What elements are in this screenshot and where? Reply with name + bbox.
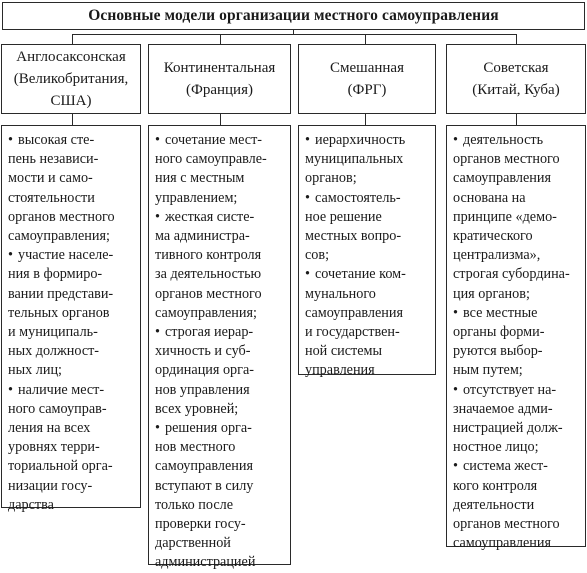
list-item <box>453 304 579 381</box>
bullet-icon: • <box>8 247 13 264</box>
list-item-line: сов; <box>305 247 330 264</box>
list-item-line: уровнях терри- <box>8 439 100 456</box>
list-item-line: администрацией <box>155 554 256 571</box>
list-item-line: ординация орга- <box>155 362 254 379</box>
list-item-line: деятельности <box>453 496 535 513</box>
list-item-line: органов местного <box>155 285 262 302</box>
list-item-line: ностное лицо; <box>453 439 539 456</box>
list-item-line: муниципальных <box>305 151 404 168</box>
list-item-line: централизма», <box>453 247 541 264</box>
list-item <box>8 381 134 515</box>
list-item-line: вании представи- <box>8 285 114 302</box>
list-item-line: пень независи- <box>8 151 99 168</box>
list-item-line: • строгая иерар- <box>155 323 284 342</box>
list-item-line: ния в формиро- <box>8 266 103 283</box>
connector-drop-2 <box>220 34 221 44</box>
list-item-line: • сочетание ком- <box>305 265 429 284</box>
connector-head-body-4 <box>516 114 517 125</box>
model-body-soviet <box>446 125 586 552</box>
connector-head-body-1 <box>72 114 73 125</box>
bullet-icon: • <box>305 132 310 148</box>
bullet-icon: • <box>8 132 13 148</box>
bullet-icon: • <box>305 266 310 283</box>
list-item-line: кого контроля <box>453 477 538 494</box>
list-item-line: ного самоуправле- <box>155 151 267 168</box>
model-header-continental <box>148 44 291 114</box>
connector-drop-1 <box>72 34 73 44</box>
list-item <box>155 208 284 323</box>
list-item-line: ториальной орга- <box>8 458 113 475</box>
list-item-line: и государствен- <box>305 324 400 341</box>
list-item-line: • система жест- <box>453 457 579 476</box>
model-header-line: Смешанная <box>330 60 404 76</box>
list-item-line: управления <box>305 362 375 379</box>
list-item-line: ния с местным <box>155 170 245 187</box>
list-item <box>155 419 284 573</box>
list-item-line: самоуправления <box>453 170 551 187</box>
list-item-line: кратического <box>453 228 533 245</box>
model-header-line: (Великобритания, <box>13 71 129 87</box>
model-body-mixed <box>298 125 436 379</box>
list-item-line: • решения орга- <box>155 419 284 438</box>
list-item-line: ное решение <box>305 208 382 225</box>
list-item-line: за деятельностью <box>155 266 262 283</box>
bullet-icon: • <box>155 132 160 148</box>
model-header-line: Континентальная <box>163 60 276 76</box>
list-item <box>453 457 579 553</box>
model-header-line: Советская <box>483 60 549 76</box>
list-item-line: основана на <box>453 189 526 206</box>
model-header-line: (Китай, Куба) <box>472 82 560 98</box>
list-item-line: • иерархичность <box>305 131 429 150</box>
list-item <box>8 131 134 246</box>
list-item-line: самоуправления; <box>8 228 110 245</box>
list-item-line: • деятельность <box>453 131 579 150</box>
bullet-icon: • <box>453 381 458 398</box>
list-item-line: дарства <box>8 496 54 513</box>
diagram-title <box>2 2 585 30</box>
list-item-line: самоуправления <box>453 535 551 552</box>
list-item-line: ных лиц; <box>8 362 62 379</box>
bullet-icon: • <box>305 189 310 206</box>
list-item-line: • отсутствует на- <box>453 381 579 400</box>
list-item <box>8 246 134 380</box>
model-body-continental <box>148 125 291 571</box>
list-item-line: ления на всех <box>8 420 91 437</box>
list-item-line: тивного контроля <box>155 247 262 264</box>
list-item-line: • самостоятель- <box>305 189 429 208</box>
list-item-line: ных должност- <box>8 343 100 360</box>
model-header-anglosaxon <box>1 44 141 114</box>
list-item-line: самоуправления; <box>155 304 257 321</box>
model-header-soviet <box>446 44 586 114</box>
bullet-icon: • <box>155 208 160 225</box>
list-item <box>305 189 429 266</box>
list-item-line: тельных органов <box>8 304 110 321</box>
connector-head-body-3 <box>365 114 366 125</box>
model-header-mixed <box>298 44 436 114</box>
list-item-line: ма администра- <box>155 228 250 245</box>
list-item-line: вступают в силу <box>155 477 254 494</box>
diagram-title-text: Основные модели организации местного самоуправления <box>88 7 499 24</box>
list-item-line: ной системы <box>305 343 383 360</box>
list-item-line: органы форми- <box>453 324 545 341</box>
model-body-anglosaxon <box>1 125 141 513</box>
list-item-line: • сочетание мест- <box>155 131 284 150</box>
list-item-line: нистрацией долж- <box>453 420 563 437</box>
list-item-line: принципе «демо- <box>453 208 557 225</box>
bullet-icon: • <box>155 324 160 341</box>
list-item-line: мости и само- <box>8 170 93 187</box>
bullet-icon: • <box>453 132 458 148</box>
list-item <box>453 381 579 458</box>
list-item-line: только после <box>155 496 233 513</box>
list-item <box>453 131 579 304</box>
list-item-line: нов местного <box>155 439 236 456</box>
list-item-line: хичность и суб- <box>155 343 251 360</box>
list-item-line: самоуправления <box>305 304 403 321</box>
model-header-line: США) <box>50 93 92 109</box>
bullet-icon: • <box>8 381 13 398</box>
list-item-line: ного самоуправ- <box>8 400 107 417</box>
list-item-line: строгая субордина- <box>453 266 570 283</box>
list-item <box>155 323 284 419</box>
list-item-line: • все местные <box>453 304 579 323</box>
list-item-line: органов местного <box>453 151 560 168</box>
list-item-line: стоятельности <box>8 189 95 206</box>
list-item-line: мунального <box>305 285 376 302</box>
list-item-line: всех уровней; <box>155 400 239 417</box>
list-item-line: ция органов; <box>453 285 530 302</box>
list-item-line: руются выбор- <box>453 343 543 360</box>
list-item-line: • жесткая систе- <box>155 208 284 227</box>
list-item-line: • участие населе- <box>8 246 134 265</box>
model-header-line: (ФРГ) <box>347 82 387 98</box>
list-item-line: • наличие мест- <box>8 381 134 400</box>
list-item-line: нов управления <box>155 381 250 398</box>
bullet-icon: • <box>453 304 458 321</box>
list-item <box>305 265 429 380</box>
list-item-line: значаемое адми- <box>453 400 553 417</box>
list-item-line: управлением; <box>155 189 238 206</box>
list-item-line: органов местного <box>8 208 115 225</box>
connector-drop-4 <box>516 34 517 44</box>
connector-bar <box>72 34 516 35</box>
list-item-line: низации госу- <box>8 477 93 494</box>
list-item-line: и муниципаль- <box>8 324 98 341</box>
list-item <box>305 131 429 189</box>
model-header-line: Англосаксонская <box>16 49 126 65</box>
model-header-line: (Франция) <box>186 82 253 98</box>
connector-drop-3 <box>365 34 366 44</box>
list-item-line: ным путем; <box>453 362 523 379</box>
bullet-icon: • <box>155 420 160 437</box>
list-item-line: самоуправления <box>155 458 253 475</box>
connector-head-body-2 <box>220 114 221 125</box>
list-item-line: органов; <box>305 170 357 187</box>
bullet-icon: • <box>453 458 458 475</box>
list-item-line: местных вопро- <box>305 228 402 245</box>
list-item-line: • высокая сте- <box>8 131 134 150</box>
list-item <box>155 131 284 208</box>
list-item-line: дарственной <box>155 535 231 552</box>
list-item-line: проверки госу- <box>155 516 246 533</box>
list-item-line: органов местного <box>453 516 560 533</box>
